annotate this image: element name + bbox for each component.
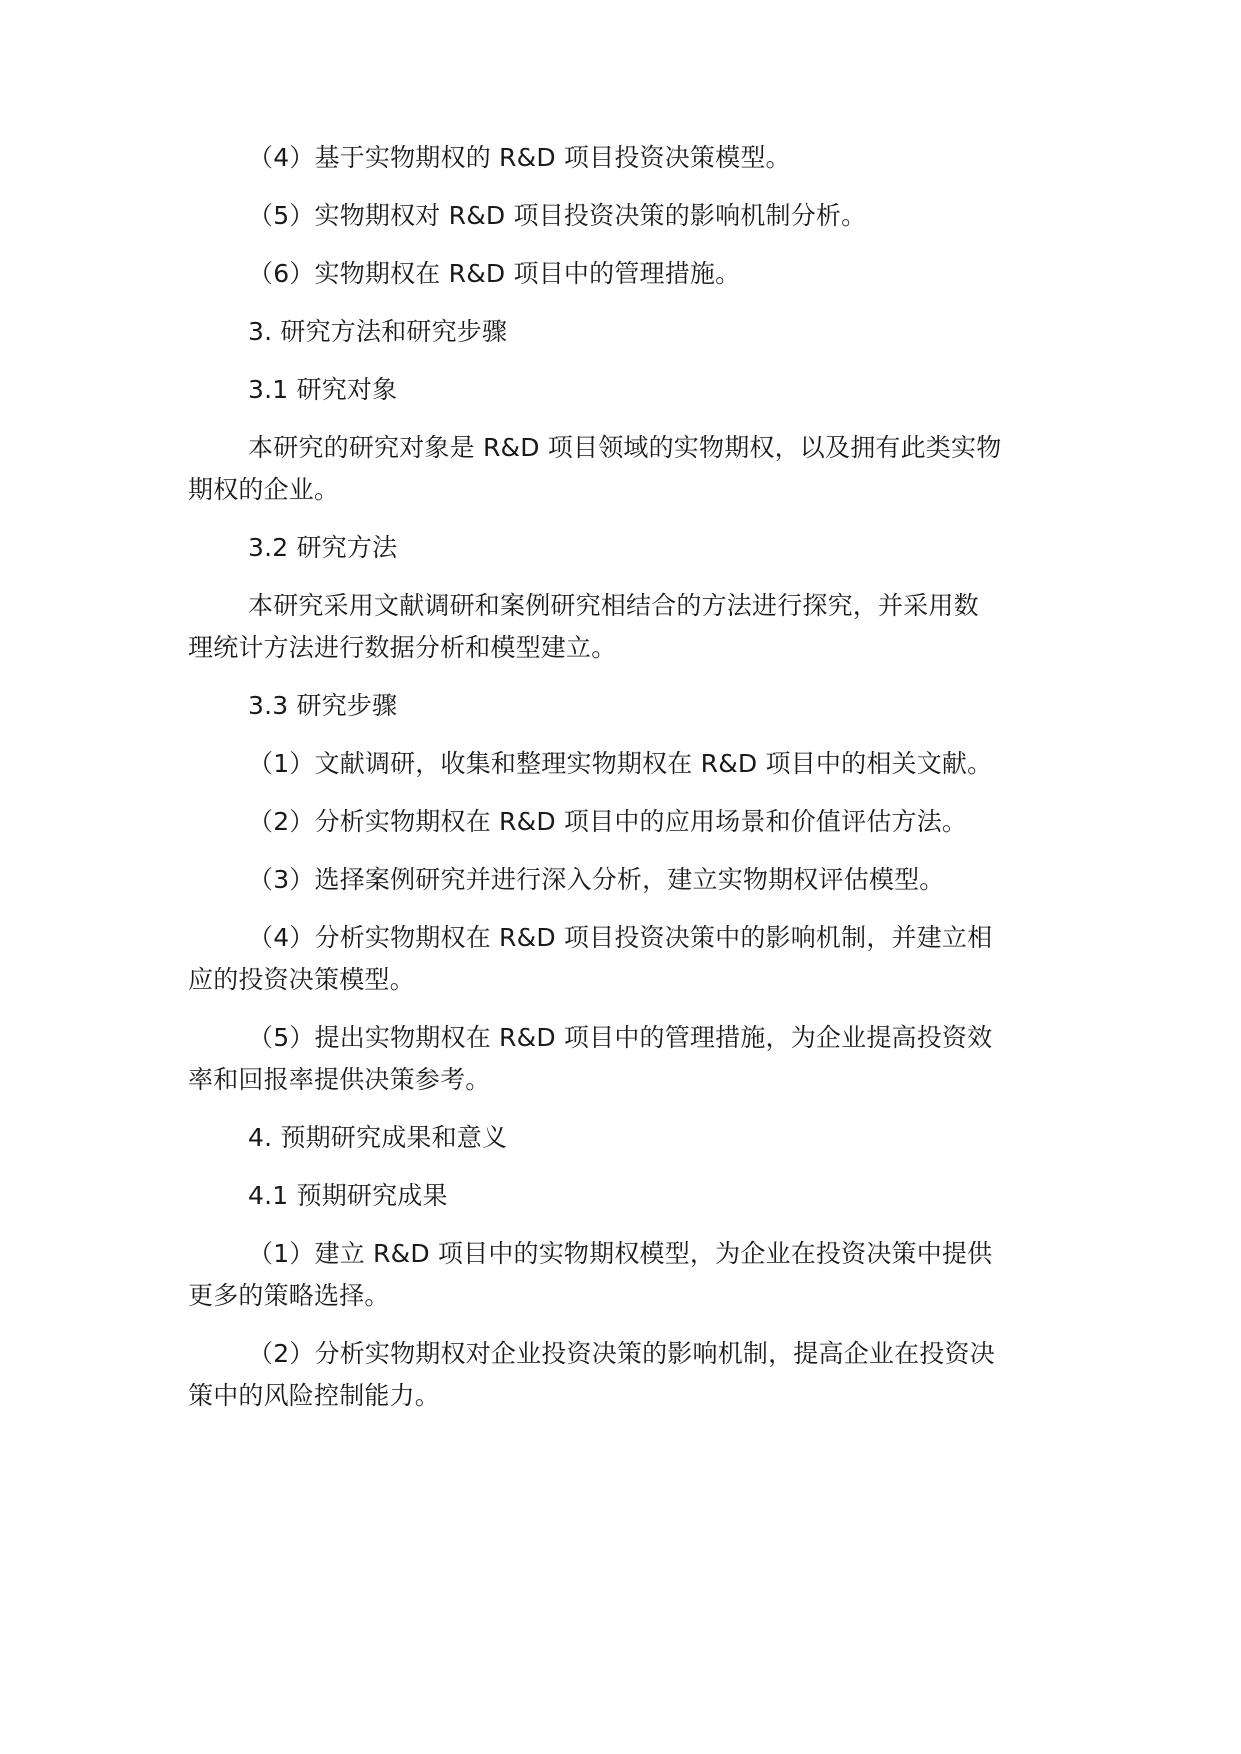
outcome-item-2-line-2: 策中的风险控制能力。 — [188, 1381, 441, 1410]
list-item-content-5: （5）实物期权对 R&D 项目投资决策的影响机制分析。 — [248, 201, 867, 230]
subsection-heading-3-3: 3.3 研究步骤 — [248, 691, 398, 720]
subsection-heading-3-2: 3.2 研究方法 — [248, 533, 398, 562]
step-item-5-line-1: （5）提出实物期权在 R&D 项目中的管理措施，为企业提高投资效 — [248, 1023, 993, 1052]
subsection-heading-3-1: 3.1 研究对象 — [248, 375, 398, 404]
step-item-5-line-2: 率和回报率提供决策参考。 — [188, 1065, 491, 1094]
outcome-item-2-line-1: （2）分析实物期权对企业投资决策的影响机制，提高企业在投资决 — [248, 1339, 995, 1368]
paragraph-3-2-line-2: 理统计方法进行数据分析和模型建立。 — [188, 633, 617, 662]
section-heading-3: 3. 研究方法和研究步骤 — [248, 317, 508, 346]
paragraph-3-1-line-2: 期权的企业。 — [188, 475, 340, 504]
step-item-1: （1）文献调研，收集和整理实物期权在 R&D 项目中的相关文献。 — [248, 749, 993, 778]
step-item-3: （3）选择案例研究并进行深入分析，建立实物期权评估模型。 — [248, 865, 945, 894]
outcome-item-1-line-1: （1）建立 R&D 项目中的实物期权模型，为企业在投资决策中提供 — [248, 1239, 993, 1268]
subsection-heading-4-1: 4.1 预期研究成果 — [248, 1181, 448, 1210]
paragraph-3-2-line-1: 本研究采用文献调研和案例研究相结合的方法进行探究，并采用数 — [248, 591, 979, 620]
section-heading-4: 4. 预期研究成果和意义 — [248, 1123, 508, 1152]
list-item-content-6: （6）实物期权在 R&D 项目中的管理措施。 — [248, 259, 741, 288]
step-item-2: （2）分析实物期权在 R&D 项目中的应用场景和价值评估方法。 — [248, 807, 968, 836]
step-item-4-line-2: 应的投资决策模型。 — [188, 965, 415, 994]
list-item-content-4: （4）基于实物期权的 R&D 项目投资决策模型。 — [248, 143, 791, 172]
outcome-item-1-line-2: 更多的策略选择。 — [188, 1281, 390, 1310]
step-item-4-line-1: （4）分析实物期权在 R&D 项目投资决策中的影响机制，并建立相 — [248, 923, 993, 952]
paragraph-3-1-line-1: 本研究的研究对象是 R&D 项目领域的实物期权，以及拥有此类实物 — [248, 433, 1002, 462]
